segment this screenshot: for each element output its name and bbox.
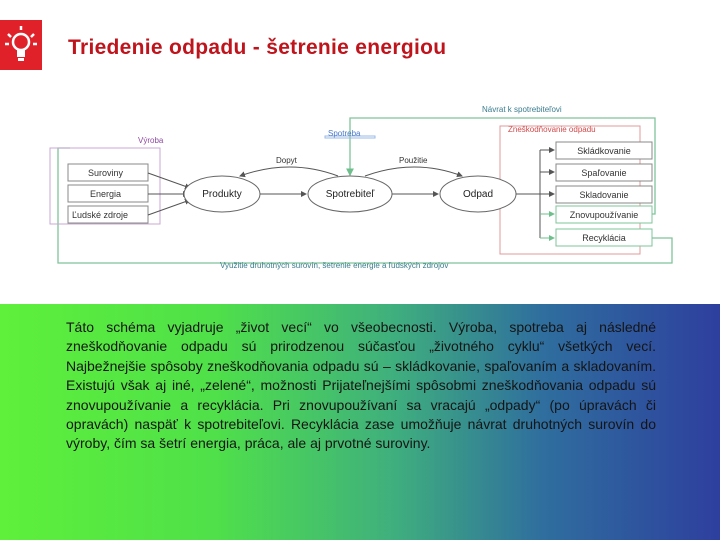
edge-label-pouzitie: Použitie — [399, 156, 428, 165]
label-spotreba: Spotreba — [328, 129, 361, 138]
label-zneskodnovanie: Zneškodňovanie odpadu — [508, 125, 596, 134]
node-label-odpad: Odpad — [462, 189, 494, 200]
slide-title: Triedenie odpadu - šetrenie energiou — [68, 36, 447, 59]
slide-header — [0, 0, 720, 78]
output-label-skladovanie: Skladovanie — [579, 190, 629, 200]
edge-dopyt — [240, 167, 338, 176]
node-label-spotrebitel: Spotrebiteľ — [325, 189, 375, 200]
label-navrat: Návrat k spotrebiteľovi — [482, 105, 562, 114]
label-vyuzitie: Využitie druhotných surovín, šetrenie energie a ľudských zdrojov — [220, 261, 449, 270]
output-label-skladkovanie: Skládkovanie — [577, 146, 631, 156]
life-cycle-diagram — [0, 78, 720, 304]
node-label-produkty: Produkty — [202, 189, 242, 200]
input-label-energia: Energia — [90, 189, 122, 199]
label-vyroba: Výroba — [138, 136, 164, 145]
logo-badge — [0, 20, 42, 70]
output-label-spalovanie: Spaľovanie — [581, 168, 627, 178]
input-label-ludske-zdroje: Ľudské zdroje — [72, 210, 129, 220]
edge-pouzitie — [365, 167, 462, 176]
input-label-suroviny: Suroviny — [88, 168, 124, 178]
slide-body-text: Táto schéma vyjadruje „život vecí“ vo všeobecnosti. Výroba, spotreba aj následné zneškodňovanie odpadu sú prirodzenou súčasťou „životného cyklu“ všetkých vecí. Najbežnejšie spôsoby zneškodňovania odpadu sú – skládkovanie, spaľovaním a skladovaním. Existujú však aj iné, „zelené“, možnosti Prijateľnejšími spôsobmi zneškodňovania odpadu sú znovupoužívanie a recyklácia. Pri znovupoužívaní sa vracajú „odpady“ (po úpravách či opravách) naspäť k spotrebiteľovi. Recyklácia zase umožňuje návrat druhotných surovín do výroby, čím sa šetrí energia, práca, ale aj prvotné suroviny. — [66, 319, 656, 452]
output-label-recyklacia: Recyklácia — [582, 233, 626, 243]
lightbulb-icon — [0, 20, 42, 70]
arrow-ludske-zdroje — [148, 200, 190, 215]
arrow-suroviny — [148, 173, 190, 188]
output-label-znovupouzivanie: Znovupoužívanie — [569, 210, 639, 220]
edge-label-dopyt: Dopyt — [276, 156, 297, 165]
